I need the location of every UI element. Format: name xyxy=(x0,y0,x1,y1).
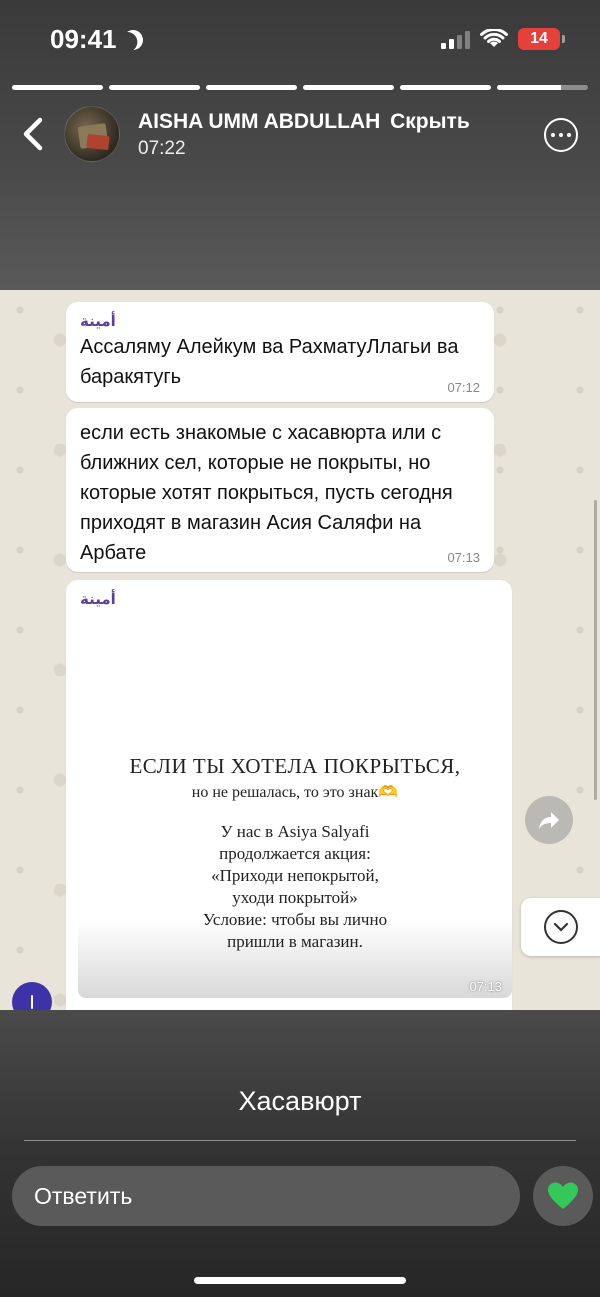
story-progress-segment xyxy=(12,85,103,90)
signal-icon xyxy=(441,29,470,49)
mic-icon xyxy=(31,995,33,1009)
reply-placeholder: Ответить xyxy=(34,1182,133,1209)
promo-line: Условие: чтобы вы лично xyxy=(202,910,388,929)
status-icons xyxy=(441,28,560,50)
message-bubble-2 xyxy=(66,408,494,572)
reply-input[interactable] xyxy=(12,1166,520,1226)
message-text: Ассаляму Алейкум ва РахматуЛлагьи ва баракятугь xyxy=(80,336,459,388)
story-caption: Хасавюрт xyxy=(238,1086,362,1116)
message-time: 07:12 xyxy=(447,380,480,395)
post-time: 07:22 xyxy=(138,138,186,159)
message-sender: أمينة xyxy=(80,312,116,330)
message-time: 07:13 xyxy=(447,550,480,565)
more-options-button[interactable] xyxy=(544,118,578,152)
home-indicator[interactable] xyxy=(194,1277,406,1284)
story-progress-segment xyxy=(206,85,297,90)
promo-heading: ЕСЛИ ТЫ ХОТЕЛА ПОКРЫТЬСЯ, xyxy=(129,754,461,778)
story-user-name[interactable] xyxy=(138,110,470,134)
heart-icon xyxy=(547,1181,579,1211)
story-progress-segment xyxy=(497,85,588,90)
back-chevron-icon[interactable] xyxy=(18,116,48,152)
hide-button[interactable]: Скрыть xyxy=(390,110,470,133)
image-time: 07:13 xyxy=(469,979,502,994)
scroll-down-button[interactable] xyxy=(521,898,600,956)
message-sender: أمينة xyxy=(80,590,116,608)
avatar[interactable] xyxy=(64,106,120,162)
promo-line: уходи покрытой» xyxy=(232,888,358,907)
forward-arrow-icon xyxy=(537,810,561,830)
forward-button[interactable] xyxy=(525,796,573,844)
image-message-bubble xyxy=(66,580,512,1010)
chevron-down-icon xyxy=(544,910,578,944)
battery-level: 14 xyxy=(530,30,548,47)
promo-line: продолжается акция: xyxy=(219,844,371,863)
promo-line: У нас в Asiya Salyafi xyxy=(220,822,370,841)
voice-message-button[interactable] xyxy=(12,982,52,1010)
status-time xyxy=(50,24,143,55)
like-button[interactable] xyxy=(533,1166,593,1226)
battery-icon xyxy=(518,28,560,50)
caption-divider xyxy=(24,1140,576,1141)
promo-line: пришли в магазин. xyxy=(227,932,363,951)
moon-icon xyxy=(120,27,146,53)
story-bottom-background xyxy=(0,1010,600,1297)
user-name-text[interactable]: AISHA UMM ABDULLAH xyxy=(138,110,381,133)
promo-line: «Приходи непокрытой, xyxy=(211,866,379,885)
message-bubble-1 xyxy=(66,302,494,402)
status-time-text: 09:41 xyxy=(50,24,117,54)
wifi-icon xyxy=(480,29,508,49)
promo-subheading: но не решалась, то это знак🫶 xyxy=(191,784,399,801)
story-progress xyxy=(12,85,588,90)
promo-image[interactable] xyxy=(78,608,512,998)
story-progress-segment xyxy=(303,85,394,90)
chat-screenshot xyxy=(0,290,600,1010)
story-progress-segment xyxy=(109,85,200,90)
message-text: если есть знакомые с хасавюрта или с ближних сел, которые не покрыты, но которые хотят покрыться, пусть сегодня приходят в магазин Асия Саляфи на Арбате xyxy=(80,422,453,564)
story-progress-segment xyxy=(400,85,491,90)
chat-scroll-indicator xyxy=(594,500,597,800)
